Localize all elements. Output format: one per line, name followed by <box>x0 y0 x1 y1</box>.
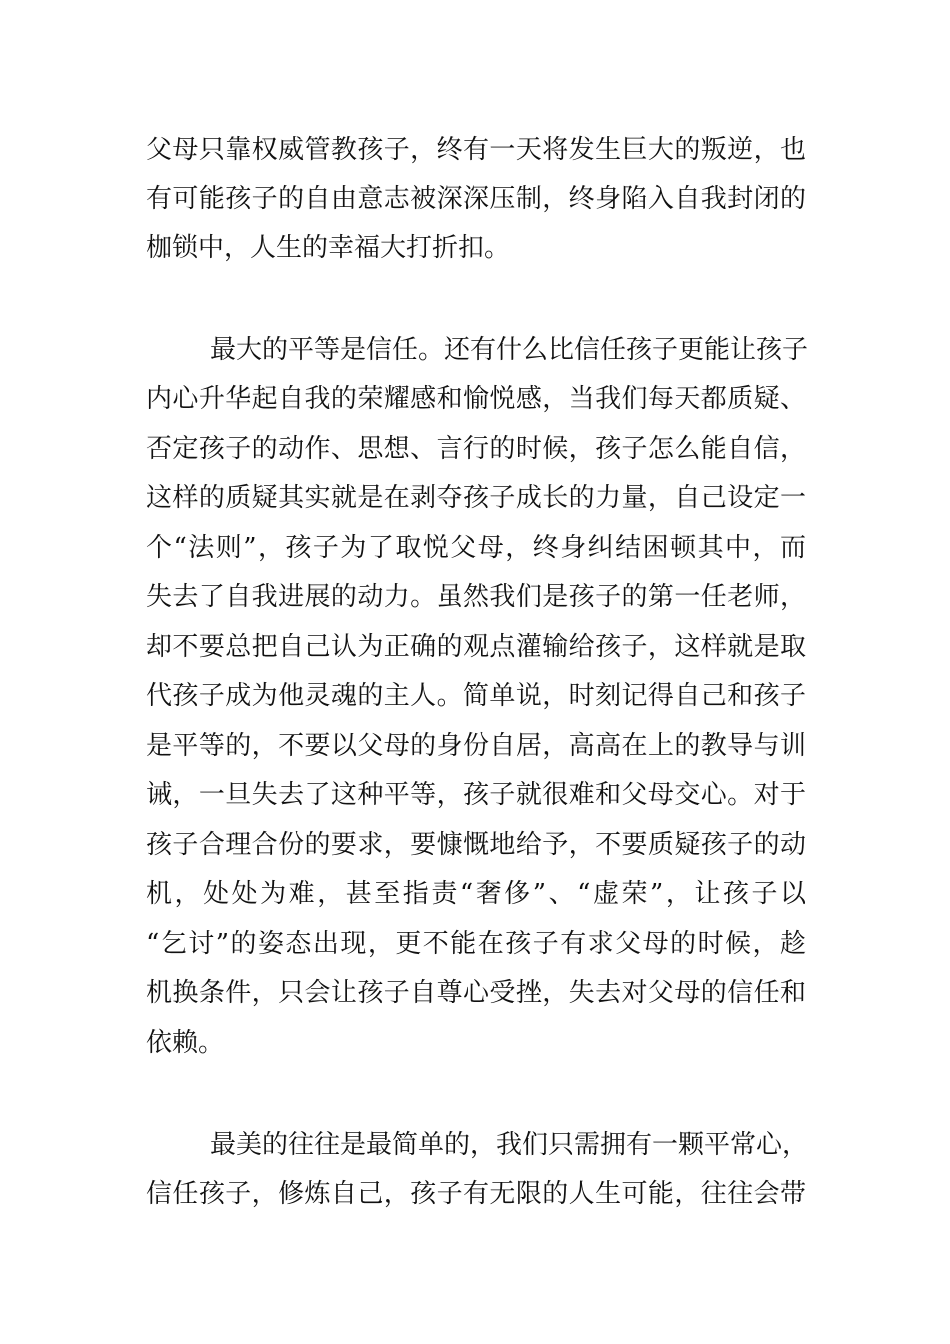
paragraph-2-line-3: 否定孩子的动作、思想、言行的时候，孩子怎么能自信， <box>146 434 806 464</box>
paragraph-2-line-8: 代孩子成为他灵魂的主人。简单说，时刻记得自己和孩子 <box>146 681 806 711</box>
paragraph-2-line-14: 机换条件，只会让孩子自尊心受挫，失去对父母的信任和 <box>146 978 806 1008</box>
paragraph-3-line-2: 信任孩子，修炼自己，孩子有无限的人生可能，往往会带 <box>146 1179 806 1209</box>
paragraph-2-line-10: 诫，一旦失去了这种平等，孩子就很难和父母交心。对于 <box>146 780 806 810</box>
paragraph-2-line-4: 这样的质疑其实就是在剥夺孩子成长的力量，自己设定一 <box>146 483 806 513</box>
paragraph-1-line-1: 父母只靠权威管教孩子，终有一天将发生巨大的叛逆，也 <box>146 135 806 165</box>
paragraph-2-line-9: 是平等的，不要以父母的身份自居，高高在上的教导与训 <box>146 731 806 761</box>
paragraph-2-line-1: 最大的平等是信任。还有什么比信任孩子更能让孩子 <box>210 335 809 365</box>
paragraph-2-line-13: “乞讨”的姿态出现，更不能在孩子有求父母的时候，趁 <box>146 929 806 959</box>
paragraph-2-line-11: 孩子合理合份的要求，要慷慨地给予，不要质疑孩子的动 <box>146 830 806 860</box>
paragraph-1-line-2: 有可能孩子的自由意志被深深压制，终身陷入自我封闭的 <box>146 184 806 214</box>
paragraph-1-line-3: 枷锁中，人生的幸福大打折扣。 <box>146 233 511 263</box>
paragraph-2-line-7: 却不要总把自己认为正确的观点灌输给孩子，这样就是取 <box>146 632 806 662</box>
paragraph-2-line-12: 机，处处为难，甚至指责“奢侈”、“虚荣”，让孩子以 <box>146 879 806 909</box>
paragraph-2-line-5: 个“法则”，孩子为了取悦父母，终身纠结困顿其中，而 <box>146 533 806 563</box>
paragraph-2-line-15: 依赖。 <box>146 1028 225 1058</box>
paragraph-3-line-1: 最美的往往是最简单的，我们只需拥有一颗平常心， <box>210 1130 809 1160</box>
paragraph-2-line-2: 内心升华起自我的荣耀感和愉悦感，当我们每天都质疑、 <box>146 384 806 414</box>
paragraph-2-line-6: 失去了自我进展的动力。虽然我们是孩子的第一任老师， <box>146 582 806 612</box>
